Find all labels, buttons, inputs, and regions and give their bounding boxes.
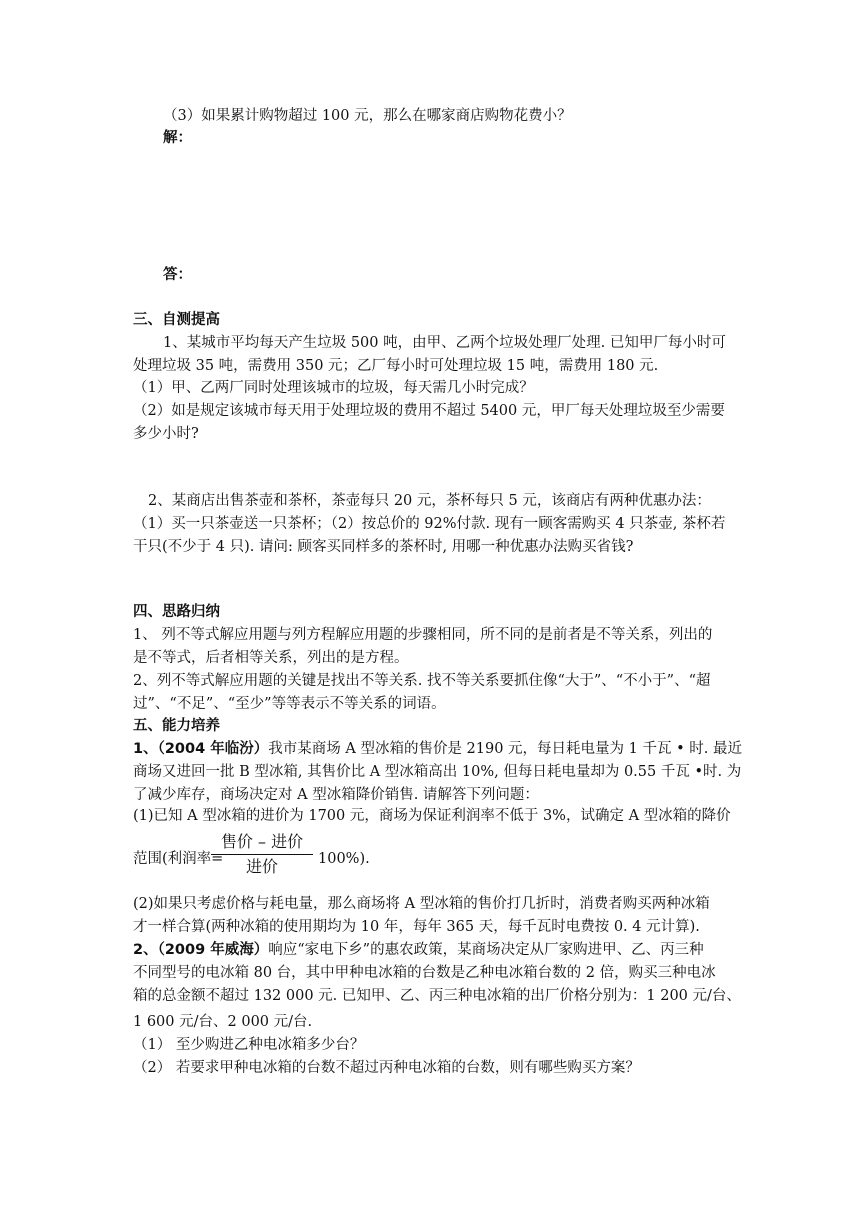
problem-2-line-1: 2、某商店出售茶壶和茶杯，茶壶每只 20 元，茶杯每只 5 元，该商店有两种优惠办法： (148, 493, 711, 509)
fraction-denominator: 进价 (245, 857, 278, 876)
solution-label: 解： (163, 130, 192, 146)
exercise-1-line-3: 了减少库存，商场决定对 A 型冰箱降价销售. 请解答下列问题： (133, 787, 539, 803)
question-3-line: （3）如果累计购物超过 100 元，那么在哪家商店购物花费小？ (163, 108, 572, 124)
exercise-2-line-3: 箱的总金额不超过 132 000 元. 已知甲、乙、丙三种电冰箱的出厂价格分别为：1 200 元/台、 (133, 988, 741, 1004)
exercise-2-number: 2、 (133, 942, 158, 958)
exercise-1-line-1 (133, 739, 742, 759)
exercise-1-source: （2004 年临汾） (157, 741, 269, 757)
summary-1-line-1: 1、 列不等式解应用题与列方程解应用题的步骤相同，所不同的是前者是不等关系，列出的 (133, 627, 713, 643)
exercise-2-line-4: 1 600 元/台、2 000 元/台. (133, 1014, 313, 1030)
exercise-1-sub-2-line-2: 才一样合算(两种冰箱的使用期均为 10 年，每年 365 天，每千瓦时电费按 0. 4 元计算). (133, 919, 700, 935)
problem-1-question-1: （1）甲、乙两厂同时处理该城市的垃圾，每天需几小时完成？ (133, 380, 534, 396)
exercise-1-sub-1-line-2-prefix: 范围(利润率= (133, 851, 224, 867)
section-5-title: 五、能力培养 (133, 718, 220, 734)
problem-1-question-2-line-1: （2）如是规定该城市每天用于处理垃圾的费用不超过 5400 元，甲厂每天处理垃圾至少需要 (133, 403, 725, 419)
fraction-bar (211, 854, 313, 855)
section-3-title: 三、自测提高 (133, 312, 220, 328)
summary-1-line-2: 是不等式，后者相等关系，列出的是方程。 (133, 650, 409, 666)
fraction-numerator: 售价 – 进价 (220, 832, 304, 851)
summary-2-line-1: 2、列不等式解应用题的关键是找出不等关系. 找不等关系要抓住像“大于”、“不小于”、“超 (133, 673, 711, 689)
profit-rate-fraction (207, 831, 317, 881)
exercise-1-text: 我市某商场 A 型冰箱的售价是 2190 元，每日耗电量为 1 千瓦 • 时. 最近 (268, 741, 742, 757)
problem-1-question-2-line-2: 多少小时? (133, 426, 199, 442)
exercise-1-sub-1-line-1: (1)已知 A 型冰箱的进价为 1700 元，商场为保证利润率不低于 3%，试确定 A 型冰箱的降价 (133, 808, 731, 824)
answer-label: 答： (163, 267, 192, 283)
summary-2-line-2: 过”、“不足”、“至少”等等表示不等关系的词语。 (133, 696, 446, 712)
exercise-2-source: （2009 年威海） (157, 942, 269, 958)
exercise-2-line-2: 不同型号的电冰箱 80 台，其中甲种电冰箱的台数是乙种电冰箱台数的 2 倍，购买三种电冰 (133, 965, 716, 981)
problem-2-line-3: 干只(不少于 4 只). 请问: 顾客买同样多的茶杯时, 用哪一种优惠办法购买省钱? (133, 539, 634, 555)
section-4-title: 四、思路归纳 (133, 604, 220, 620)
problem-1-line-2: 处理垃圾 35 吨，需费用 350 元；乙厂每小时可处理垃圾 15 吨，需费用 180 元. (133, 358, 659, 374)
problem-2-line-2: （1）买一只茶壶送一只茶杯；（2）按总价的 92%付款. 现有一顾客需购买 4 只茶壶, 茶杯若 (133, 516, 726, 532)
exercise-2-text: 响应“家电下乡”的惠农政策，某商场决定从厂家购进甲、乙、丙三种 (268, 942, 704, 958)
exercise-2-line-1 (133, 940, 704, 960)
exercise-1-line-2: 商场又进回一批 B 型冰箱, 其售价比 A 型冰箱高出 10%, 但每日耗电量却为 0.55 千瓦 •时. 为 (133, 764, 742, 780)
exercise-1-sub-2-line-1: (2)如果只考虑价格与耗电量，那么商场将 A 型冰箱的售价打几折时，消费者购买两种冰箱 (133, 896, 710, 912)
exercise-1-number: 1、 (133, 741, 158, 757)
exercise-1-sub-1-line-2-suffix: 100%). (318, 851, 370, 867)
exercise-2-sub-2: （2） 若要求甲种电冰箱的台数不超过丙种电冰箱的台数，则有哪些购买方案？ (133, 1060, 640, 1076)
problem-1-line-1: 1、某城市平均每天产生垃圾 500 吨，由甲、乙两个垃圾处理厂处理. 已知甲厂每小时可 (163, 335, 726, 351)
exercise-2-sub-1: （1） 至少购进乙种电冰箱多少台？ (133, 1037, 365, 1053)
